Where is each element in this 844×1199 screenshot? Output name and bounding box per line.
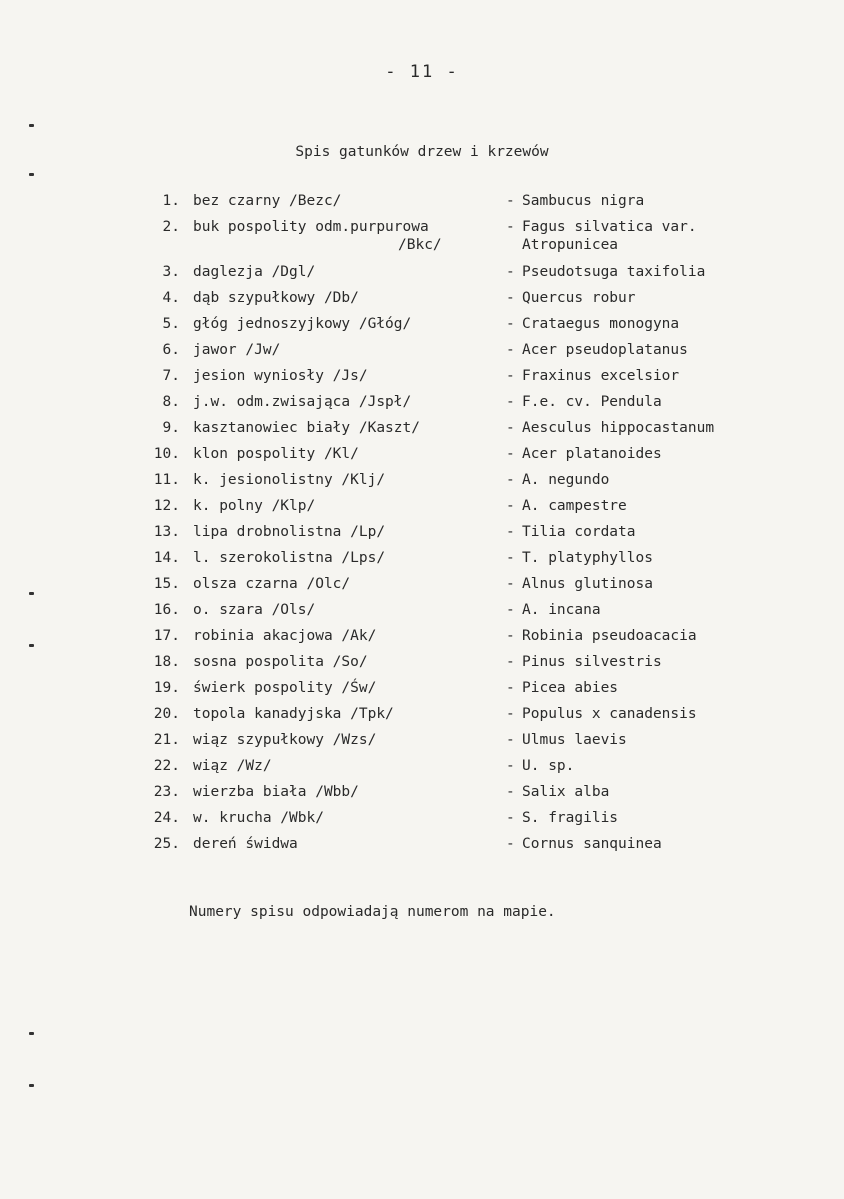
- species-number: 3.: [162, 264, 180, 280]
- separator-dash: -: [506, 264, 515, 280]
- separator-dash: -: [506, 394, 515, 410]
- species-row: [0, 758, 844, 784]
- species-polish-name: sosna pospolita /So/: [193, 654, 368, 670]
- species-row: [0, 836, 844, 862]
- page-number: - 11 -: [385, 62, 459, 82]
- species-row: [0, 316, 844, 342]
- margin-mark: [29, 124, 34, 127]
- species-number: 10.: [153, 446, 180, 462]
- species-row: [0, 342, 844, 368]
- species-list: [0, 193, 844, 862]
- species-row: [0, 264, 844, 290]
- separator-dash: -: [506, 316, 515, 332]
- species-polish-name: topola kanadyjska /Tpk/: [193, 706, 394, 722]
- species-number: 8.: [162, 394, 180, 410]
- species-number: 17.: [153, 628, 180, 644]
- separator-dash: -: [506, 836, 515, 852]
- species-latin-name: Picea abies: [522, 680, 619, 696]
- species-row: [0, 784, 844, 810]
- species-polish-name: o. szara /Ols/: [193, 602, 316, 618]
- species-row: [0, 628, 844, 654]
- species-number: 1.: [162, 193, 180, 209]
- species-latin-name: Pseudotsuga taxifolia: [522, 264, 706, 280]
- separator-dash: -: [506, 524, 515, 540]
- species-polish-name: wiąz /Wz/: [193, 758, 272, 774]
- species-number: 20.: [153, 706, 180, 722]
- species-number: 24.: [153, 810, 180, 826]
- margin-mark: [29, 1084, 34, 1087]
- species-latin-name: Robinia pseudoacacia: [522, 628, 697, 644]
- species-row: [0, 219, 844, 264]
- species-latin-name: Alnus glutinosa: [522, 576, 653, 592]
- separator-dash: -: [506, 784, 515, 800]
- species-number: 5.: [162, 316, 180, 332]
- species-polish-name: świerk pospolity /Św/: [193, 680, 377, 696]
- species-row: [0, 446, 844, 472]
- species-number: 21.: [153, 732, 180, 748]
- species-latin-name: A. negundo: [522, 472, 610, 488]
- species-number: 7.: [162, 368, 180, 384]
- species-row: [0, 193, 844, 219]
- species-polish-name: olsza czarna /Olc/: [193, 576, 351, 592]
- species-row: [0, 394, 844, 420]
- species-row: [0, 498, 844, 524]
- separator-dash: -: [506, 342, 515, 358]
- separator-dash: -: [506, 472, 515, 488]
- species-number: 6.: [162, 342, 180, 358]
- separator-dash: -: [506, 446, 515, 462]
- species-latin-name: Populus x canadensis: [522, 706, 697, 722]
- separator-dash: -: [506, 810, 515, 826]
- species-polish-name: kasztanowiec biały /Kaszt/: [193, 420, 420, 436]
- species-latin-name: A. incana: [522, 602, 601, 618]
- species-number: 18.: [153, 654, 180, 670]
- species-number: 14.: [153, 550, 180, 566]
- species-polish-name: robinia akacjowa /Ak/: [193, 628, 377, 644]
- species-row: [0, 550, 844, 576]
- species-row: [0, 368, 844, 394]
- separator-dash: -: [506, 628, 515, 644]
- separator-dash: -: [506, 732, 515, 748]
- species-latin-name: Ulmus laevis: [522, 732, 627, 748]
- species-polish-name: wierzba biała /Wbb/: [193, 784, 359, 800]
- species-number: 4.: [162, 290, 180, 306]
- species-polish-name: głóg jednoszyjkowy /Głóg/: [193, 316, 412, 332]
- species-row: [0, 576, 844, 602]
- species-number: 9.: [162, 420, 180, 436]
- species-polish-name: dereń świdwa: [193, 836, 298, 852]
- species-number: 15.: [153, 576, 180, 592]
- species-row: [0, 680, 844, 706]
- species-row: [0, 524, 844, 550]
- species-latin-name: A. campestre: [522, 498, 627, 514]
- species-latin-name: S. fragilis: [522, 810, 619, 826]
- separator-dash: -: [506, 219, 515, 235]
- separator-dash: -: [506, 550, 515, 566]
- species-polish-name: jesion wyniosły /Js/: [193, 368, 368, 384]
- species-number: 11.: [153, 472, 180, 488]
- species-latin-name: Tilia cordata: [522, 524, 636, 540]
- species-latin-name: Salix alba: [522, 784, 610, 800]
- species-polish-name: daglezja /Dgl/: [193, 264, 316, 280]
- species-polish-name-cont: /Bkc/: [398, 237, 442, 253]
- species-latin-name: Pinus silvestris: [522, 654, 662, 670]
- species-polish-name: klon pospolity /Kl/: [193, 446, 359, 462]
- species-polish-name: wiąz szypułkowy /Wzs/: [193, 732, 377, 748]
- species-latin-name: T. platyphyllos: [522, 550, 653, 566]
- species-row: [0, 472, 844, 498]
- species-row: [0, 732, 844, 758]
- species-latin-name: F.e. cv. Pendula: [522, 394, 662, 410]
- species-row: [0, 706, 844, 732]
- margin-mark: [29, 1032, 34, 1035]
- separator-dash: -: [506, 706, 515, 722]
- separator-dash: -: [506, 602, 515, 618]
- species-number: 23.: [153, 784, 180, 800]
- margin-mark: [29, 592, 34, 595]
- species-polish-name: lipa drobnolistna /Lp/: [193, 524, 386, 540]
- species-latin-name: Acer platanoides: [522, 446, 662, 462]
- species-latin-name: Aesculus hippocastanum: [522, 420, 715, 436]
- species-latin-name: Fraxinus excelsior: [522, 368, 680, 384]
- separator-dash: -: [506, 193, 515, 209]
- separator-dash: -: [506, 368, 515, 384]
- separator-dash: -: [506, 290, 515, 306]
- species-number: 12.: [153, 498, 180, 514]
- species-number: 22.: [153, 758, 180, 774]
- separator-dash: -: [506, 654, 515, 670]
- species-latin-name: Crataegus monogyna: [522, 316, 680, 332]
- separator-dash: -: [506, 576, 515, 592]
- species-polish-name: bez czarny /Bezc/: [193, 193, 342, 209]
- separator-dash: -: [506, 758, 515, 774]
- species-polish-name: w. krucha /Wbk/: [193, 810, 324, 826]
- species-row: [0, 810, 844, 836]
- separator-dash: -: [506, 420, 515, 436]
- species-number: 25.: [153, 836, 180, 852]
- species-polish-name: dąb szypułkowy /Db/: [193, 290, 359, 306]
- species-number: 19.: [153, 680, 180, 696]
- species-polish-name: jawor /Jw/: [193, 342, 281, 358]
- species-row: [0, 602, 844, 628]
- species-number: 13.: [153, 524, 180, 540]
- species-polish-name: buk pospolity odm.purpurowa: [193, 219, 429, 235]
- species-number: 2.: [162, 219, 180, 235]
- species-latin-name: Fagus silvatica var.: [522, 219, 697, 235]
- separator-dash: -: [506, 680, 515, 696]
- list-title: Spis gatunków drzew i krzewów: [295, 144, 549, 160]
- species-polish-name: l. szerokolistna /Lps/: [193, 550, 386, 566]
- margin-mark: [29, 644, 34, 647]
- species-latin-name: Cornus sanquinea: [522, 836, 662, 852]
- species-row: [0, 654, 844, 680]
- species-number: 16.: [153, 602, 180, 618]
- margin-mark: [29, 173, 34, 176]
- species-polish-name: j.w. odm.zwisająca /Jspł/: [193, 394, 412, 410]
- species-row: [0, 290, 844, 316]
- species-polish-name: k. jesionolistny /Klj/: [193, 472, 386, 488]
- species-latin-name: Quercus robur: [522, 290, 636, 306]
- species-row: [0, 420, 844, 446]
- separator-dash: -: [506, 498, 515, 514]
- species-latin-name-cont: Atropunicea: [522, 237, 619, 253]
- species-latin-name: U. sp.: [522, 758, 575, 774]
- species-latin-name: Sambucus nigra: [522, 193, 645, 209]
- footnote: Numery spisu odpowiadają numerom na mapie.: [189, 904, 556, 920]
- species-latin-name: Acer pseudoplatanus: [522, 342, 688, 358]
- species-polish-name: k. polny /Klp/: [193, 498, 316, 514]
